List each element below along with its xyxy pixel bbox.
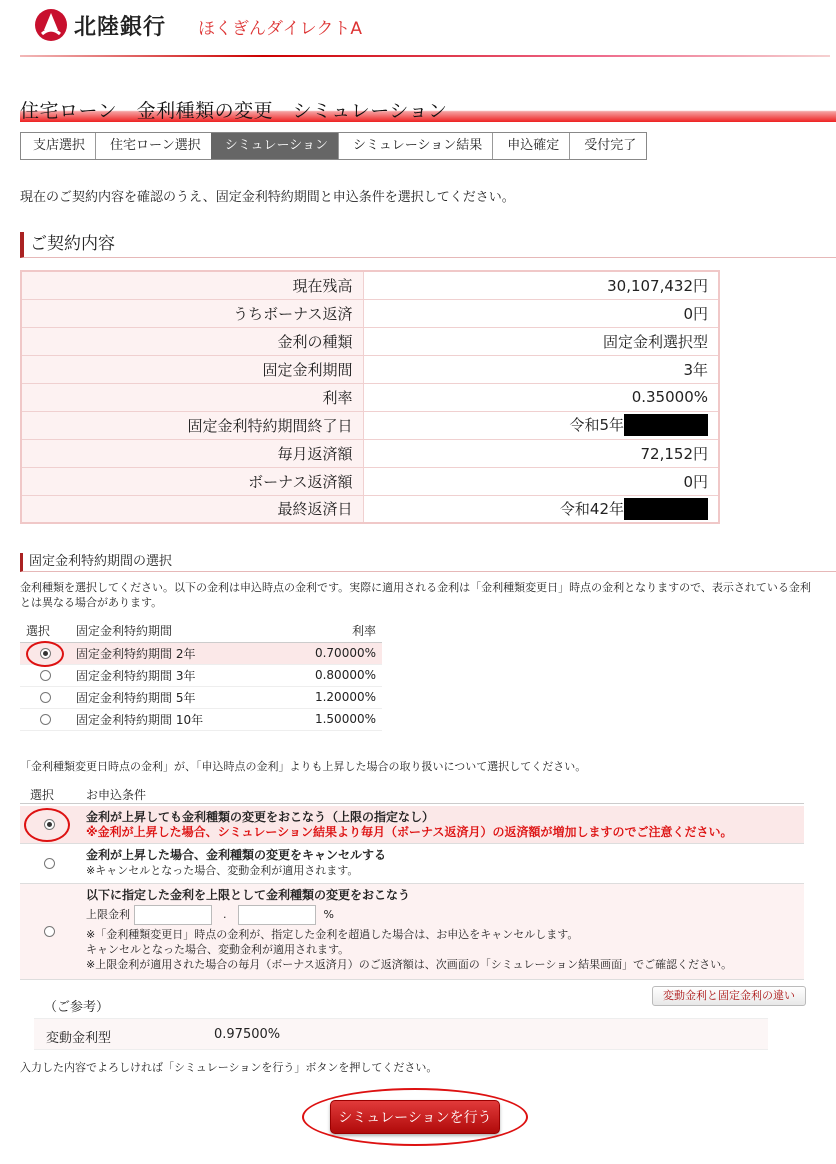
- period-table: [20, 620, 382, 731]
- period-heading: 固定金利特約期間の選択: [20, 553, 836, 572]
- period-radio-5y[interactable]: [40, 692, 51, 703]
- condition-radio-2[interactable]: [44, 858, 55, 869]
- condition-option-limit[interactable]: 以下に指定した金利を上限として金利種類の変更をおこなう 上限金利 . % ※「金利種類変更日」時点の金利が、指定した金利を超過した場合は、お申込をキャンセルします。 キャンセルとなった場合、変動金利が適用されます。 ※上限金利が適用された場合の毎月（ボーナス返済月）のご返済額は、次画面の「シミュレーション結果画面」でご確認ください。: [20, 884, 804, 980]
- rate-difference-button[interactable]: 変動金利と固定金利の違い: [652, 986, 806, 1006]
- condition-header: [20, 784, 804, 804]
- step-simulation: シミュレーション: [211, 133, 338, 159]
- final-note: 入力した内容でよろしければ「シミュレーションを行う」ボタンを押してください。: [20, 1061, 438, 1074]
- table-row: 金利の種類 固定金利選択型: [21, 327, 719, 355]
- period-radio-3y[interactable]: [40, 670, 51, 681]
- reference-rate: 0.97500%: [214, 1027, 281, 1042]
- table-row: ボーナス返済額 0円: [21, 467, 719, 495]
- intro-text: 現在のご契約内容を確認のうえ、固定金利特約期間と申込条件を選択してください。: [20, 190, 515, 205]
- reference-type: 変動金利型: [46, 1031, 112, 1046]
- period-row[interactable]: 固定金利特約期間 5年 1.20000%: [20, 686, 382, 708]
- service-name: ほくぎんダイレクトA: [198, 19, 362, 39]
- col-condition: お申込条件: [86, 788, 147, 802]
- col-select: 選択: [30, 788, 55, 802]
- step-branch: 支店選択: [21, 133, 95, 159]
- redaction-block: [624, 498, 708, 520]
- table-row: 最終返済日 令和42年: [21, 495, 719, 523]
- reference-label: （ご参考）: [44, 1000, 110, 1015]
- run-simulation-button[interactable]: シミュレーションを行う: [330, 1100, 500, 1134]
- period-note: 金利種類を選択してください。以下の金利は申込時点の金利です。実際に適用される金利は「金利種類変更日」時点の金利となりますので、表示されている金利とは異なる場合があります。: [20, 581, 811, 609]
- condition-radio-3[interactable]: [44, 926, 55, 937]
- table-row: 固定金利特約期間終了日 令和5年: [21, 411, 719, 439]
- condition-note: 「金利種類変更日時点の金利」が、「申込時点の金利」よりも上昇した場合の取り扱いについて選択してください。: [20, 760, 587, 773]
- hokuriku-bank-logo-icon: [34, 8, 68, 42]
- col-rate: 利率: [275, 620, 382, 642]
- table-row: 固定金利期間 3年: [21, 355, 719, 383]
- reference-table: [34, 1018, 768, 1050]
- condition-option-cancel[interactable]: 金利が上昇した場合、金利種類の変更をキャンセルする ※キャンセルとなった場合、変動金利が適用されます。: [20, 844, 804, 884]
- condition-option-no-limit[interactable]: 金利が上昇しても金利種類の変更をおこなう（上限の指定なし） ※金利が上昇した場合、シミュレーション結果より毎月（ボーナス返済月）の返済額が増加しますのでご注意ください。: [20, 806, 804, 844]
- col-period: 固定金利特約期間: [70, 620, 275, 642]
- page-title-bar: [20, 96, 836, 122]
- step-confirm: 申込確定: [492, 133, 569, 159]
- table-row: 毎月返済額 72,152円: [21, 439, 719, 467]
- contract-table: [20, 270, 720, 524]
- rate-limit-integer-input[interactable]: [134, 905, 212, 925]
- highlight-ring: [302, 1088, 528, 1146]
- step-result: シミュレーション結果: [338, 133, 492, 159]
- bank-name: 北陸銀行: [74, 15, 167, 40]
- period-row[interactable]: 固定金利特約期間 10年 1.50000%: [20, 708, 382, 730]
- table-row: 現在残高 30,107,432円: [21, 271, 719, 299]
- header: [0, 0, 836, 60]
- redaction-block: [624, 414, 708, 436]
- header-divider: [20, 55, 830, 57]
- highlight-ring: [24, 808, 70, 842]
- step-loan: 住宅ローン選択: [95, 133, 211, 159]
- period-row[interactable]: 固定金利特約期間 2年 0.70000%: [20, 642, 382, 664]
- table-row: うちボーナス返済 0円: [21, 299, 719, 327]
- highlight-ring: [26, 641, 64, 667]
- rate-limit-decimal-input[interactable]: [238, 905, 316, 925]
- period-radio-10y[interactable]: [40, 714, 51, 725]
- contract-heading: ご契約内容: [20, 232, 836, 258]
- table-row: 利率 0.35000%: [21, 383, 719, 411]
- step-complete: 受付完了: [569, 133, 646, 159]
- period-row[interactable]: 固定金利特約期間 3年 0.80000%: [20, 664, 382, 686]
- col-select: 選択: [20, 620, 70, 642]
- step-indicator: [20, 132, 647, 160]
- page-title: 住宅ローン 金利種類の変更 シミュレーション: [20, 100, 448, 122]
